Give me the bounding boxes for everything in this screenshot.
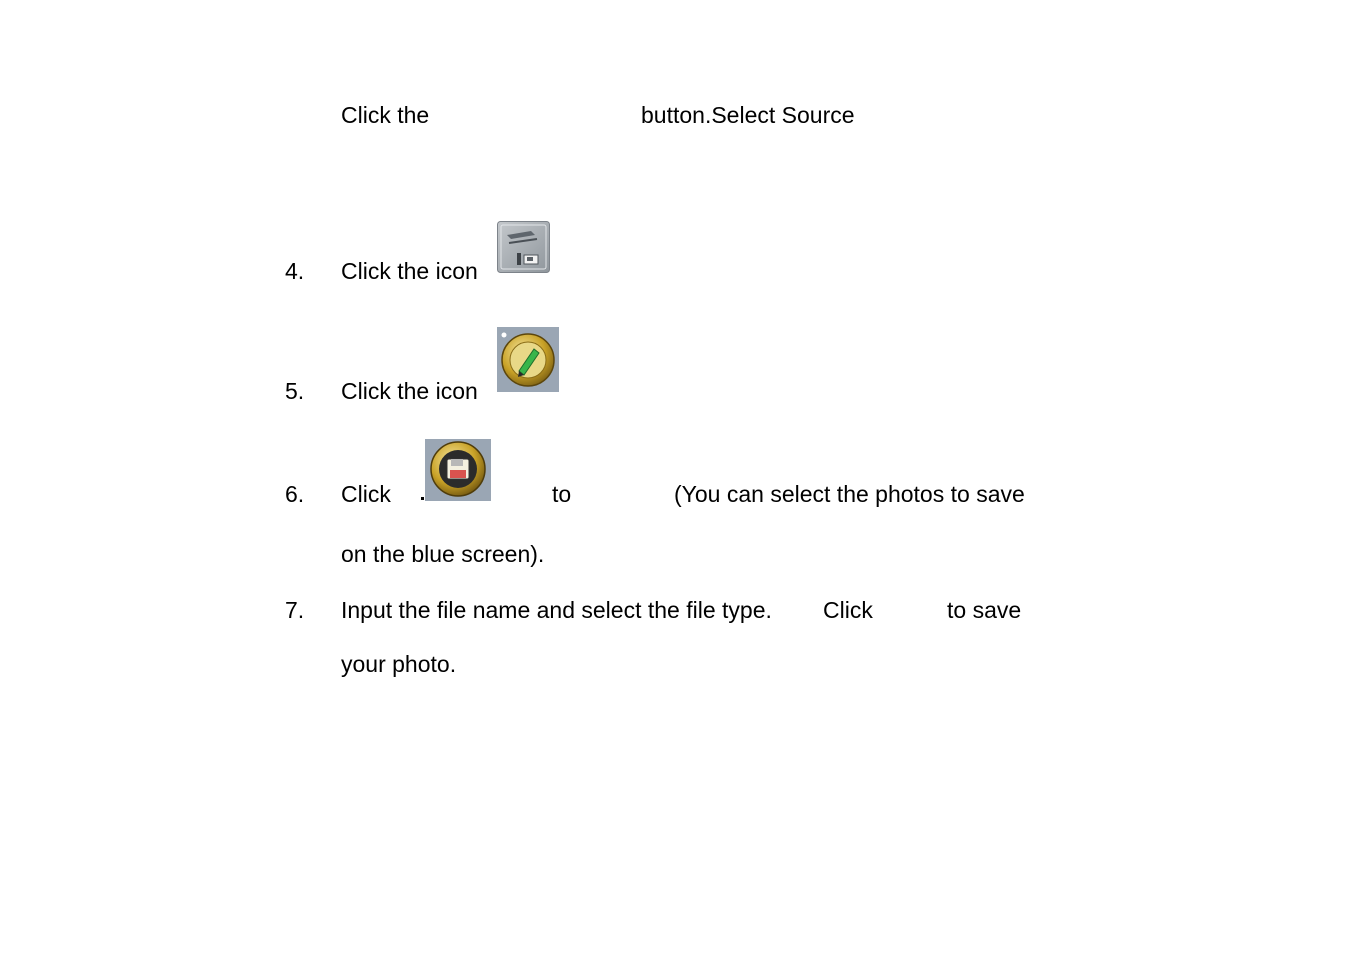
step-7-to-save-text: to save (947, 597, 1022, 623)
step-6-click-text: Click (341, 481, 391, 507)
step-7-line2-text: your photo. (341, 651, 457, 677)
step-7-click-text: Click (823, 597, 873, 623)
intro-click-the-text: Click the (341, 102, 430, 128)
step-6-note-text: (You can select the photos to save (674, 481, 1025, 507)
edit-pencil-icon[interactable] (497, 327, 559, 392)
step-4-number: 4. (285, 258, 305, 284)
step-6-line2-text: on the blue screen). (341, 541, 545, 567)
step-4-text: Click the icon (341, 258, 478, 284)
source-select-icon[interactable] (497, 221, 550, 273)
step-6-number: 6. (285, 481, 305, 507)
intro-button-select-source-text: button.Select Source (641, 102, 855, 128)
step-7-number: 7. (285, 597, 305, 623)
save-photo-icon[interactable] (421, 439, 491, 501)
step-7-text: Input the file name and select the file type. (341, 597, 772, 623)
step-5-text: Click the icon (341, 378, 478, 404)
step-6-to-text: to (552, 481, 572, 507)
step-5-number: 5. (285, 378, 305, 404)
